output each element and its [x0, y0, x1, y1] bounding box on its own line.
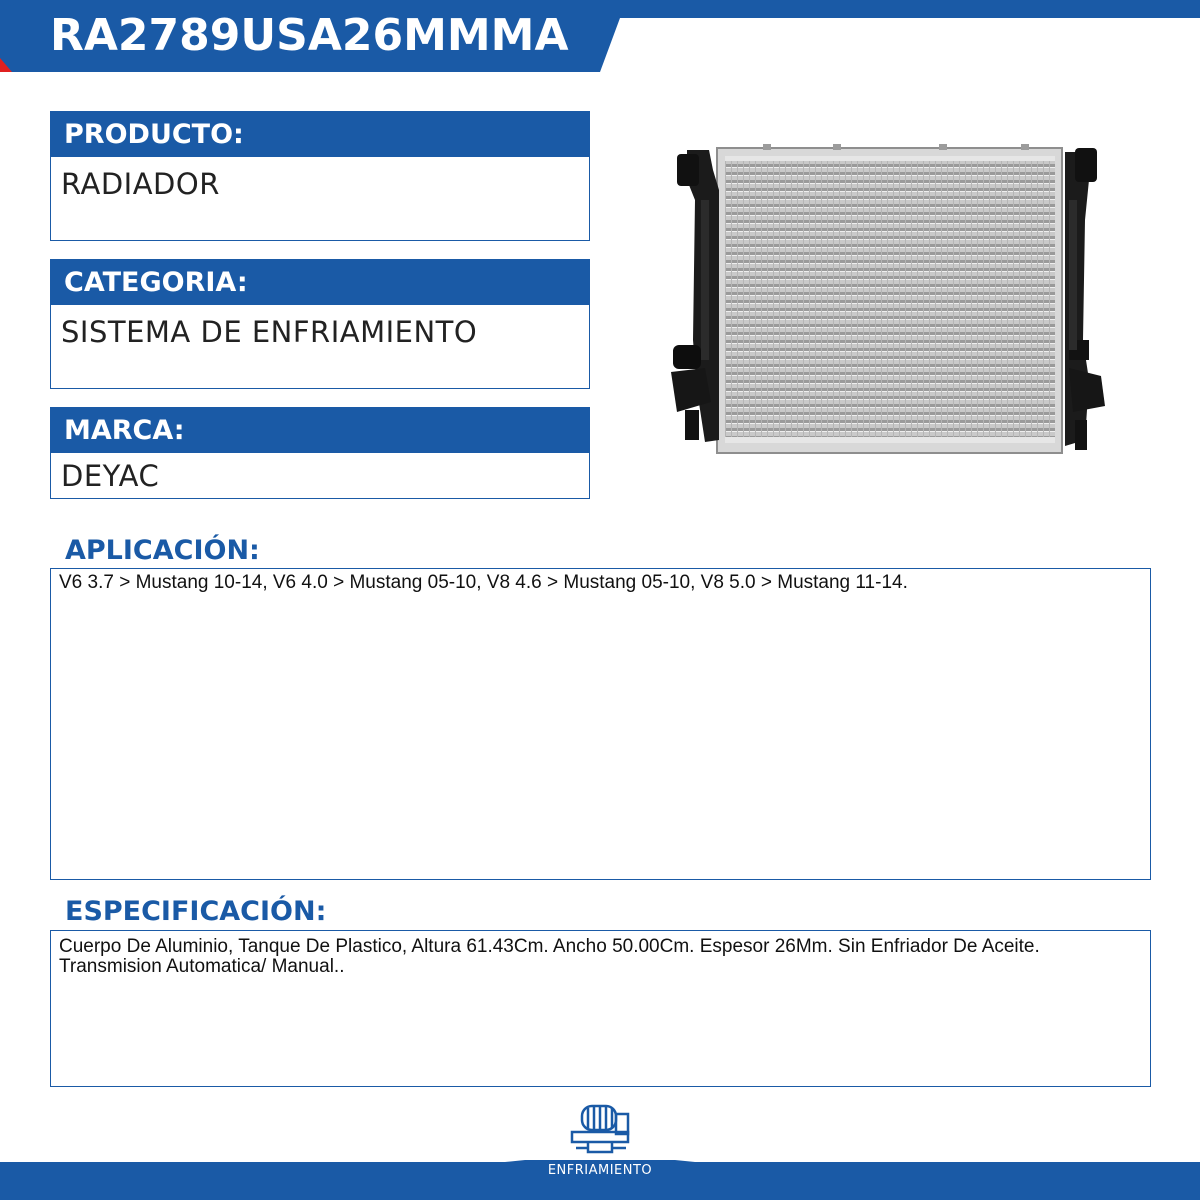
categoria-value: SISTEMA DE ENFRIAMIENTO: [50, 305, 590, 389]
producto-value: RADIADOR: [50, 157, 590, 241]
field-marca: [50, 407, 590, 499]
especificacion-text: Cuerpo De Aluminio, Tanque De Plastico, Altura 61.43Cm. Ancho 50.00Cm. Espesor 26Mm. Sin Enfriador De Aceite. Transmision Automatica/ Manual..: [50, 930, 1151, 1087]
aplicacion-text: V6 3.7 > Mustang 10-14, V6 4.0 > Mustang 05-10, V8 4.6 > Mustang 05-10, V8 5.0 > Mustang 11-14.: [50, 568, 1151, 880]
aplicacion-title: APLICACIÓN:: [65, 535, 260, 566]
field-categoria: [50, 259, 590, 389]
marca-value: DEYAC: [50, 453, 590, 499]
field-producto: [50, 111, 590, 241]
part-number-title: RA2789USA26MMMA: [50, 10, 569, 61]
producto-label: PRODUCTO:: [50, 111, 590, 157]
marca-label: MARCA:: [50, 407, 590, 453]
especificacion-title: ESPECIFICACIÓN:: [65, 896, 327, 927]
category-label: ENFRIAMIENTO: [547, 1163, 653, 1178]
categoria-label: CATEGORIA:: [50, 259, 590, 305]
radiator-product-image: [665, 140, 1110, 460]
radiator-fan-icon: [566, 1102, 636, 1162]
